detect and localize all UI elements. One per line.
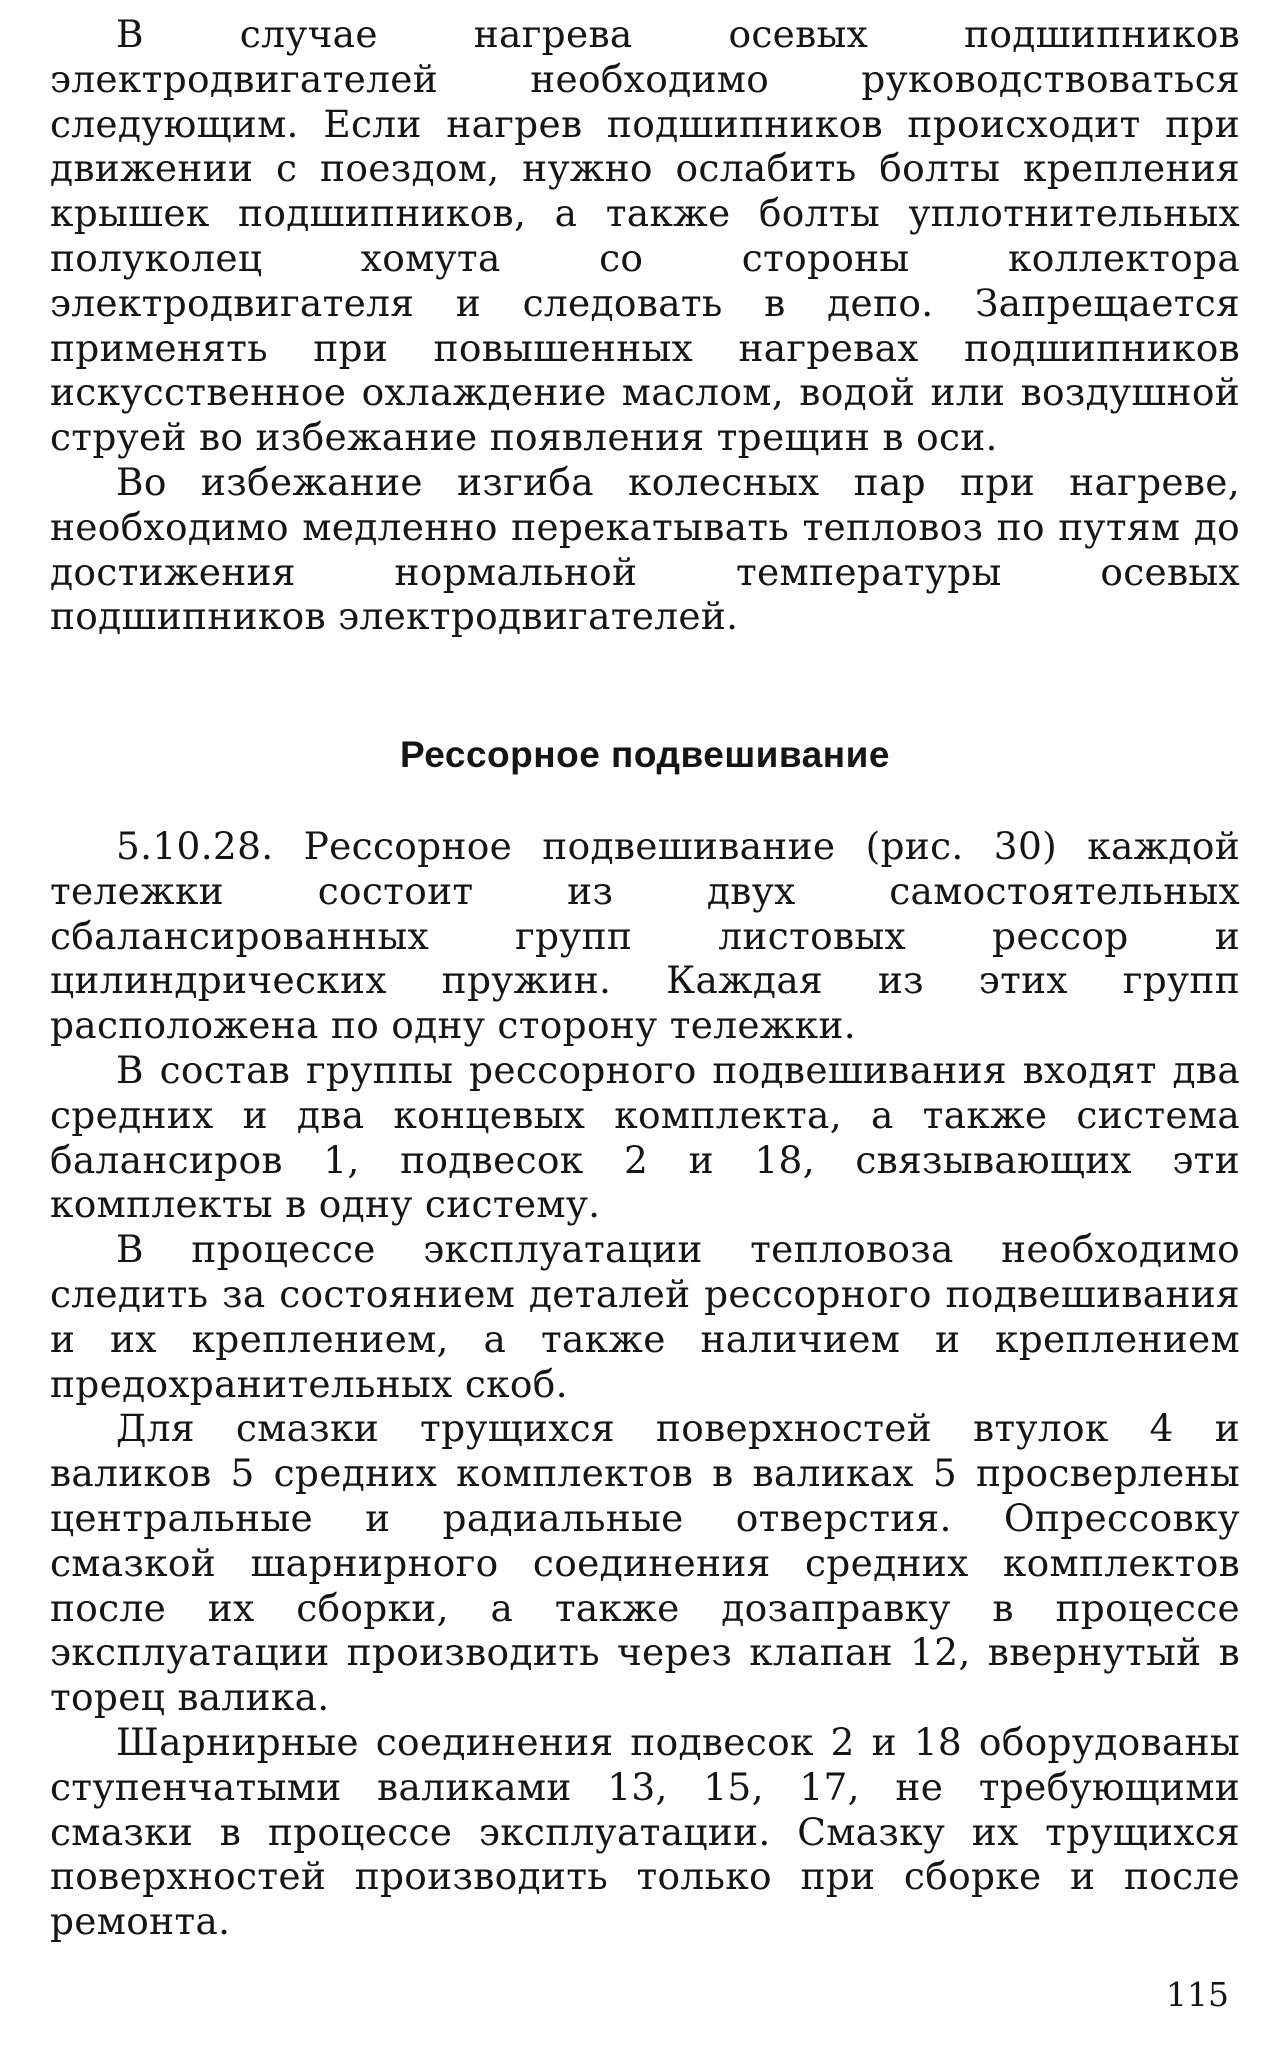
page-number: 115 bbox=[1166, 1975, 1229, 2014]
paragraph-lubrication: Для смазки трущихся поверхностей втулок 4 и валиков 5 средних комплектов в валиках 5 просверлены центральные и радиальные отверстия. Опрессовку смазкой шарнирного соединения средних комплектов после их сборки, а также дозаправку в процессе эксплуатации производить через клапан 12, ввернутый в торец валика. bbox=[50, 1406, 1240, 1720]
intro-text-block bbox=[50, 12, 1240, 639]
paragraph-suspension-overview: 5.10.28. Рессорное подвешивание (рис. 30) каждой тележки состоит из двух самостоятельных сбалансированных групп листовых рессор и цилиндрических пружин. Каждая из этих групп расположена по одну сторону тележки. bbox=[50, 824, 1240, 1048]
paragraph-hinged-joints: Шарнирные соединения подвесок 2 и 18 оборудованы ступенчатыми валиками 13, 15, 17, не требующими смазки в процессе эксплуатации. Смазку их трущихся поверхностей производить только при сборке и после ремонта. bbox=[50, 1719, 1240, 1944]
section-text-block bbox=[50, 824, 1240, 1944]
section-heading: Рессорное подвешивание bbox=[400, 734, 890, 775]
paragraph-maintenance: В процессе эксплуатации тепловоза необходимо следить за состоянием деталей рессорного подвешивания и их креплением, а также наличием и креплением предохранительных скоб. bbox=[50, 1227, 1240, 1406]
paragraph-wheelset-bending: Во избежание изгиба колесных пар при нагреве, необходимо медленно перекатывать тепловоз по путям до достижения нормальной температуры осевых подшипников электродвигателей. bbox=[50, 459, 1240, 639]
paragraph-bearing-heating: В случае нагрева осевых подшипников электродвигателей необходимо руководствоваться следующим. Если нагрев подшипников происходит при движении с поездом, нужно ослабить болты крепления крышек подшипников, а также болты уплотнительных полуколец хомута со стороны коллектора электродвигателя и следовать в депо. Запрещается применять при повышенных нагревах подшипников искусственное охлаждение маслом, водой или воздушной струей во избежание появления трещин в оси. bbox=[50, 12, 1240, 460]
paragraph-suspension-group: В состав группы рессорного подвешивания входят два средних и два концевых комплекта, а также система балансиров 1, подвесок 2 и 18, связывающих эти комплекты в одну систему. bbox=[50, 1047, 1240, 1227]
